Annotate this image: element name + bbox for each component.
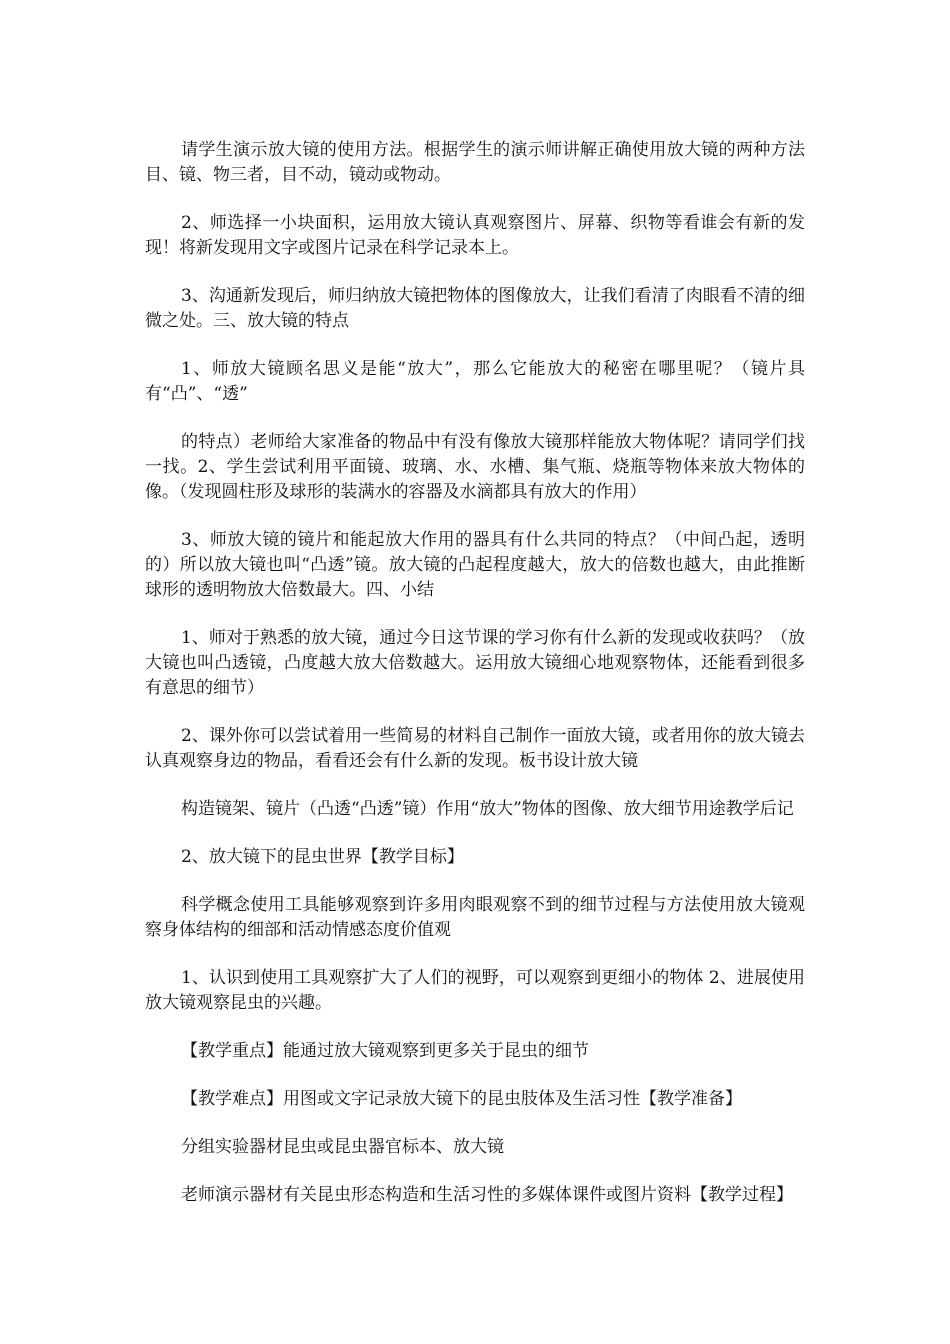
paragraph: 【教学难点】用图或文字记录放大镜下的昆虫肢体及生活习性【教学准备】 [181,1089,742,1109]
section-heading: 2、放大镜下的昆虫世界【教学目标】 [181,847,464,867]
document-body [145,138,805,1231]
paragraph: 2、课外你可以尝试着用一些简易的材料自己制作一面放大镜，或者用你的放大镜去认真观察身边的物品，看看还会有什么新的发现。板书设计放大镜 [145,726,805,771]
paragraph: 3、师放大镜的镜片和能起放大作用的器具有什么共同的特点？（中间凸起，透明的）所以放大镜也叫“凸透”镜。放大镜的凸起程度越大，放大的倍数也越大，由此推断球形的透明物放大倍数最大。四、小结 [145,530,805,600]
paragraph: 1、师对于熟悉的放大镜，通过今日这节课的学习你有什么新的发现或收获吗？（放大镜也叫凸透镜，凸度越大放大倍数越大。运用放大镜细心地观察物体，还能看到很多有意思的细节） [145,628,805,698]
paragraph: 3、沟通新发现后，师归纳放大镜把物体的图像放大，让我们看清了肉眼看不清的细微之处。三、放大镜的特点 [145,286,805,331]
paragraph: 【教学重点】能通过放大镜观察到更多关于昆虫的细节 [181,1041,589,1061]
paragraph: 1、师放大镜顾名思义是能“放大”，那么它能放大的秘密在哪里呢？（镜片具有“凸”、“透” [145,359,805,404]
paragraph: 的特点）老师给大家准备的物品中有没有像放大镜那样能放大物体呢？请同学们找一找。2、学生尝试利用平面镜、玻璃、水、水槽、集气瓶、烧瓶等物体来放大物体的像。（发现圆柱形及球形的装满水的容器及水滴都具有放大的作用） [145,432,805,502]
paragraph: 1、认识到使用工具观察扩大了人们的视野，可以观察到更细小的物体 2、进展使用放大镜观察昆虫的兴趣。 [145,968,805,1013]
paragraph: 2、师选择一小块面积，运用放大镜认真观察图片、屏幕、织物等看谁会有新的发现！将新发现用文字或图片记录在科学记录本上。 [145,213,805,258]
paragraph: 老师演示器材有关昆虫形态构造和生活习性的多媒体课件或图片资料【教学过程】 [181,1185,793,1205]
paragraph: 请学生演示放大镜的使用方法。根据学生的演示师讲解正确使用放大镜的两种方法目、镜、物三者，目不动，镜动或物动。 [145,140,805,185]
paragraph: 科学概念使用工具能够观察到许多用肉眼观察不到的细节过程与方法使用放大镜观察身体结构的细部和活动情感态度价值观 [145,895,805,940]
paragraph: 构造镜架、镜片（凸透“凸透”镜）作用“放大”物体的图像、放大细节用途教学后记 [181,799,794,819]
paragraph: 分组实验器材昆虫或昆虫器官标本、放大镜 [181,1137,504,1157]
